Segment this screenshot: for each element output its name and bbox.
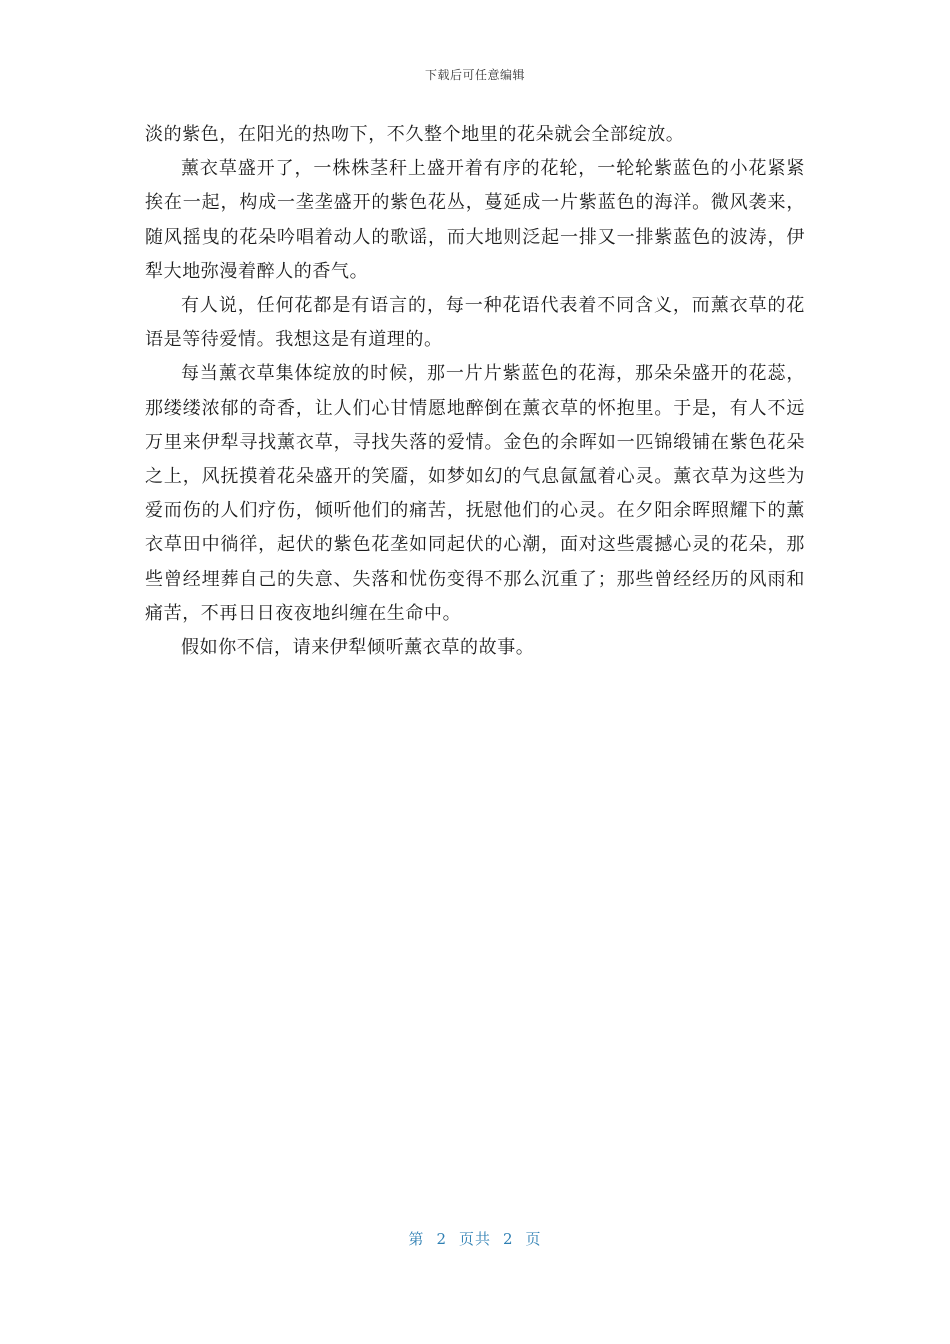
- paragraph-lavender-bloom: 薰衣草盛开了，一株株茎秆上盛开着有序的花轮，一轮轮紫蓝色的小花紧紧挨在一起，构成一垄垄盛开的紫色花丛，蔓延成一片紫蓝色的海洋。微风袭来，随风摇曳的花朵吟唱着动人的歌谣，而大地则泛起一排又一排紫蓝色的波涛，伊犁大地弥漫着醉人的香气。: [145, 158, 805, 282]
- paragraph-lavender-healing: 每当薰衣草集体绽放的时候，那一片片紫蓝色的花海，那朵朵盛开的花蕊，那缕缕浓郁的奇香，让人们心甘情愿地醉倒在薰衣草的怀抱里。于是，有人不远万里来伊犁寻找薰衣草，寻找失落的爱情。金色的余晖如一匹锦缎铺在紫色花朵之上，风抚摸着花朵盛开的笑靥，如梦如幻的气息氤氲着心灵。薰衣草为这些为爱而伤的人们疗伤，倾听他们的痛苦，抚慰他们的心灵。在夕阳余晖照耀下的薰衣草田中徜徉，起伏的紫色花垄如同起伏的心潮，面对这些震撼心灵的花朵，那些曾经埋葬自己的失意、失落和忧伤变得不那么沉重了；那些曾经经历的风雨和痛苦，不再日日夜夜地纠缠在生命中。: [145, 363, 805, 624]
- page-number-footer: [0, 1228, 950, 1249]
- document-body: [145, 118, 805, 665]
- paragraph-closing: 假如你不信，请来伊犁倾听薰衣草的故事。: [181, 637, 535, 659]
- page-suffix-label: 页: [525, 1230, 542, 1248]
- total-pages-number: 2: [503, 1230, 514, 1248]
- paragraph-flower-language: 有人说，任何花都是有语言的，每一种花语代表着不同含义，而薰衣草的花语是等待爱情。我想这是有道理的。: [145, 295, 805, 351]
- page-header: 下载后可任意编辑: [424, 68, 525, 82]
- paragraph-continuation: 淡的紫色，在阳光的热吻下，不久整个地里的花朵就会全部绽放。: [145, 124, 685, 145]
- page-label: 第: [408, 1230, 425, 1248]
- page-of-label: 页共: [458, 1230, 491, 1248]
- current-page-number: 2: [436, 1230, 447, 1248]
